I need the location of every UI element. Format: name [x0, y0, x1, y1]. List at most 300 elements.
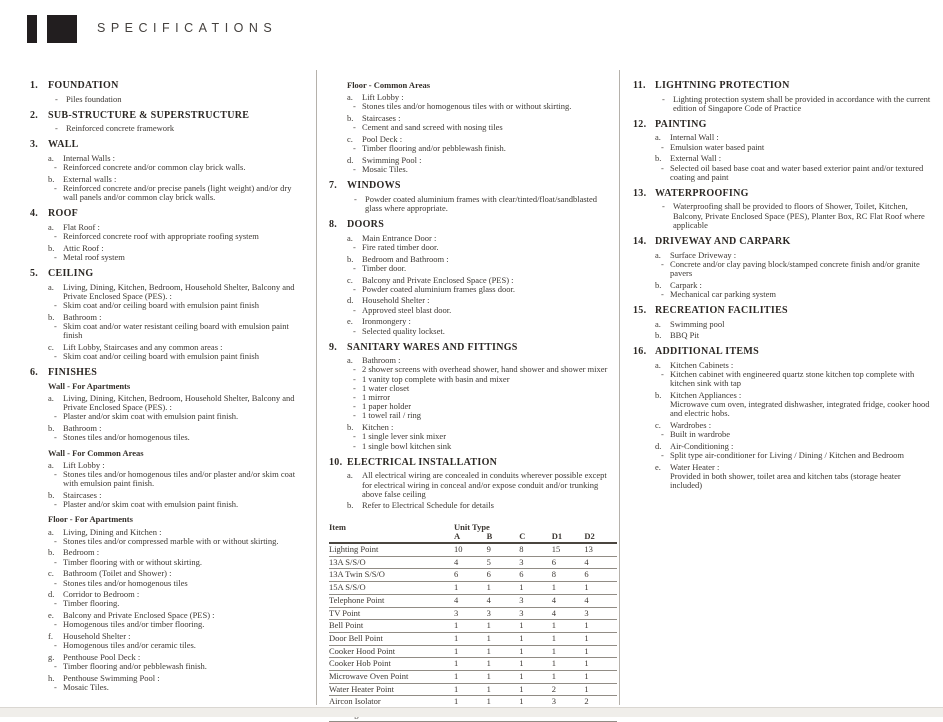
table-cell-value: 1 — [454, 645, 459, 656]
item-letter: a. — [655, 359, 661, 370]
item-label: External Wall : — [670, 153, 722, 164]
item-body — [54, 341, 308, 362]
spec-item — [54, 620, 308, 629]
spec-item — [661, 430, 933, 439]
dash-bullet: - — [353, 392, 356, 403]
item-letter: b. — [347, 422, 354, 433]
spec-item — [54, 470, 308, 488]
item-letter: b. — [655, 390, 662, 401]
section-number: 13. — [633, 187, 647, 199]
dash-bullet: - — [55, 123, 58, 134]
item-body — [353, 113, 613, 133]
table-cell-value: 4 — [551, 607, 557, 618]
section-title: SANITARY WARES AND FITTINGS — [347, 341, 518, 353]
dash-bullet: - — [54, 598, 57, 609]
table-cell-value: 4 — [584, 594, 589, 605]
lettered-item — [655, 331, 933, 340]
spec-item — [353, 102, 613, 111]
item-body — [54, 281, 308, 311]
item-label: Bedroom and Bathroom : — [362, 253, 449, 264]
lettered-item — [347, 93, 613, 111]
table-row — [329, 569, 617, 582]
item-label: Ironmongery : — [362, 316, 411, 327]
section-title: LIGHTNING PROTECTION — [655, 80, 790, 91]
electrical-schedule-table — [329, 523, 617, 722]
spec-item-text: Timber flooring with or without skirting. — [63, 556, 202, 567]
table-cell-value: 4 — [584, 556, 589, 567]
lettered-item — [48, 461, 308, 489]
table-cell-value: 3 — [551, 696, 557, 707]
section-title: DOORS — [347, 219, 385, 231]
item-letter: a. — [347, 470, 353, 481]
table-cell-item: Lighting Point — [329, 544, 379, 555]
item-letter: a. — [48, 221, 54, 232]
table-cell-item: Cooker Hob Point — [329, 658, 391, 669]
section-content — [633, 361, 933, 491]
table-cell-value: 4 — [454, 556, 459, 567]
lettered-item — [48, 424, 308, 442]
table-cell-value: 1 — [551, 632, 557, 643]
table-cell-value: 1 — [486, 620, 491, 631]
spec-item-text: 1 vanity top complete with basin and mixer — [362, 373, 510, 384]
spec-item — [54, 558, 308, 567]
section-content — [329, 195, 613, 213]
item-text: Provided in both shower, toilet area and kitchen tabs (storage heater included) — [670, 471, 901, 491]
section-title: ELECTRICAL INSTALLATION — [347, 456, 498, 468]
lettered-item — [655, 133, 933, 151]
item-body — [54, 311, 308, 341]
spec-item — [54, 500, 308, 509]
item-label: Kitchen : — [362, 422, 394, 433]
item-body — [54, 152, 308, 173]
spec-item-text: Approved steel blast door. — [362, 304, 452, 315]
item-letter: a. — [48, 526, 54, 537]
item-letter: a. — [347, 232, 353, 243]
item-label: Bathroom : — [63, 423, 102, 434]
table-cell-value: 8 — [519, 544, 524, 555]
dash-bullet: - — [54, 535, 57, 546]
table-cell-value: 1 — [454, 632, 459, 643]
spec-item-text: Skim coat and/or ceiling board with emulsion paint finish — [63, 300, 259, 311]
section-content — [633, 202, 933, 230]
dash-bullet: - — [353, 101, 356, 112]
item-body — [353, 253, 613, 273]
item-letter: c. — [48, 341, 54, 352]
item-body — [670, 463, 933, 491]
item-letter: b. — [48, 173, 55, 184]
table-cell-item: Bell Point — [329, 620, 364, 631]
section-content — [30, 124, 308, 133]
item-body — [353, 154, 613, 175]
logo — [27, 15, 77, 43]
item-label: Pool Deck : — [362, 134, 403, 145]
dash-bullet: - — [353, 382, 356, 393]
item-label: Household Shelter : — [63, 631, 131, 642]
section-content — [633, 251, 933, 300]
lettered-item — [655, 281, 933, 299]
section-number: 15. — [633, 305, 647, 317]
item-letter: a. — [347, 92, 353, 103]
item-letter: h. — [48, 672, 55, 683]
lettered-item — [48, 611, 308, 629]
spec-item-text: Powder coated aluminium frames with clear/tinted/float/sandblasted glass where appropriate. — [365, 193, 598, 214]
table-cell-value: 6 — [454, 569, 459, 580]
item-body — [670, 391, 933, 419]
table-cell-value: 2 — [584, 696, 589, 707]
table-cell-value: 1 — [519, 658, 524, 669]
spec-item-text: Timber flooring and/or pebblewash finish. — [362, 143, 506, 154]
dash-bullet: - — [353, 122, 356, 133]
item-label: Lift Lobby : — [63, 459, 105, 470]
item-label: Attic Roof : — [63, 242, 104, 253]
item-body — [54, 610, 308, 630]
dash-bullet: - — [353, 410, 356, 421]
table-item-header: Item — [329, 521, 346, 532]
spec-item — [54, 184, 308, 202]
item-label: Kitchen Appliances : — [670, 390, 742, 401]
item-body — [353, 134, 613, 154]
lettered-item — [347, 317, 613, 335]
section-content — [633, 95, 933, 113]
table-row — [329, 684, 617, 697]
item-label: Internal Wall : — [670, 132, 719, 143]
dash-bullet: - — [54, 321, 57, 332]
spec-item-text: 1 single lever sink mixer — [362, 431, 447, 442]
table-row — [329, 646, 617, 659]
spec-item — [55, 95, 308, 104]
table-cell-item: Door Bell Point — [329, 632, 383, 643]
spec-item — [54, 433, 308, 442]
table-header-row — [329, 523, 617, 532]
item-label: Balcony and Private Enclosed Space (PES) : — [362, 274, 514, 285]
item-body — [353, 422, 613, 451]
dash-bullet: - — [54, 183, 57, 194]
section-title: WINDOWS — [347, 180, 401, 192]
item-body — [670, 331, 933, 340]
dash-bullet: - — [353, 262, 356, 273]
lettered-item — [48, 223, 308, 241]
item-letter: b. — [655, 279, 662, 290]
dash-bullet: - — [661, 288, 664, 299]
table-row — [329, 582, 617, 595]
lettered-item — [347, 234, 613, 252]
item-letter: a. — [48, 281, 54, 292]
item-label: Main Entrance Door : — [362, 232, 437, 243]
spec-item-text: Reinforced concrete and/or common clay brick walls. — [63, 162, 246, 173]
item-label: Living, Dining and Kitchen : — [63, 526, 162, 537]
item-label: Bathroom (Toilet and Shower) : — [63, 568, 172, 579]
table-cell-value: 10 — [454, 544, 463, 555]
section-heading — [30, 269, 308, 280]
spec-item — [353, 442, 613, 451]
item-label: Corridor to Bedroom : — [63, 589, 140, 600]
table-cell-value: 1 — [486, 632, 491, 643]
table-column-header: D1 — [551, 530, 563, 541]
dash-bullet: - — [353, 304, 356, 315]
item-text: BBQ Pit — [670, 330, 700, 341]
item-body — [353, 232, 613, 252]
table-cell-value: 1 — [486, 671, 491, 682]
spec-item — [54, 322, 308, 340]
table-cell-value: 3 — [454, 607, 459, 618]
table-row — [329, 608, 617, 621]
subsection-heading: Wall - For Apartments — [48, 380, 131, 391]
section-number: 7. — [329, 180, 338, 192]
section-title: FOUNDATION — [48, 80, 119, 91]
table-cell-value: 1 — [454, 696, 459, 707]
dash-bullet: - — [353, 373, 356, 384]
spec-item-text: Built in wardrobe — [670, 429, 730, 440]
lettered-item — [347, 276, 613, 294]
table-cell-value: 1 — [584, 671, 589, 682]
lettered-item — [48, 491, 308, 509]
section-title: ROOF — [48, 208, 79, 220]
table-cell-value: 1 — [486, 582, 491, 593]
spec-item — [54, 599, 308, 608]
table-cell-value: 1 — [551, 582, 557, 593]
spec-item — [54, 537, 308, 546]
section-title: PAINTING — [655, 118, 707, 130]
spec-item — [353, 144, 613, 153]
table-cell-item: Water Heater Point — [329, 683, 394, 694]
item-letter: b. — [655, 153, 662, 164]
table-column-header: C — [519, 530, 526, 541]
section-title: WATERPROOFING — [655, 187, 749, 199]
spec-item — [661, 451, 933, 460]
table-cell-value: 1 — [551, 671, 557, 682]
table-cell-value: 3 — [519, 556, 524, 567]
spec-item — [661, 260, 933, 278]
item-body — [353, 295, 613, 315]
table-cell-value: 1 — [584, 658, 589, 669]
spec-item-text: 1 towel rail / ring — [362, 410, 422, 421]
item-body — [54, 672, 308, 693]
section-number: 6. — [30, 367, 39, 379]
spec-item-text: Homogenous tiles and/or ceramic tiles. — [63, 640, 196, 651]
item-letter: b. — [48, 489, 55, 500]
table-row — [329, 633, 617, 646]
item-body — [353, 274, 613, 294]
lettered-item — [48, 569, 308, 587]
table-cell-value: 8 — [551, 569, 557, 580]
dash-bullet: - — [54, 162, 57, 173]
item-body — [353, 92, 613, 112]
spec-columns — [0, 70, 943, 705]
table-cell-item: Telephone Point — [329, 594, 385, 605]
table-cell-value: 1 — [519, 645, 524, 656]
table-cell-item: Cooker Hood Point — [329, 645, 396, 656]
spec-item-text: Plaster and/or skim coat with emulsion paint finish. — [63, 411, 239, 422]
lettered-item — [48, 244, 308, 262]
table-cell-item: 13A S/S/O — [329, 556, 366, 567]
lettered-item — [48, 313, 308, 341]
section-content — [30, 283, 308, 362]
item-label: External walls : — [63, 173, 117, 184]
table-cell-value: 6 — [551, 556, 557, 567]
spec-item — [661, 164, 933, 182]
item-letter: a. — [655, 249, 661, 260]
item-letter: d. — [347, 154, 354, 165]
section-title: FINISHES — [48, 367, 98, 379]
item-text: Refer to Electrical Schedule for details — [362, 500, 494, 511]
item-body — [54, 526, 308, 546]
item-body — [54, 631, 308, 651]
section-content — [329, 234, 613, 336]
item-letter: d. — [655, 441, 662, 452]
section-content — [329, 356, 613, 451]
dash-bullet: - — [54, 252, 57, 263]
table-cell-item: Microwave Oven Point — [329, 671, 409, 682]
item-text: All electrical wiring are concealed in conduits wherever possible except for electrical wiring in conceal and/or expose conduit and/or trunking above false ceiling — [362, 470, 607, 499]
page-title: SPECIFICATIONS — [97, 21, 278, 36]
table-cell-value: 6 — [486, 569, 491, 580]
item-body — [661, 279, 933, 299]
spec-item-text: Split type air-conditioner for Living / Dining / Kitchen and Bedroom — [670, 450, 905, 461]
item-body — [54, 589, 308, 609]
spec-item-text: Powder coated aluminium frames glass door. — [362, 283, 515, 294]
lettered-item — [347, 156, 613, 174]
table-cell-item: TV Point — [329, 607, 361, 618]
lettered-item — [48, 154, 308, 172]
lettered-item — [48, 343, 308, 361]
spec-item-text: Fire rated timber door. — [362, 241, 439, 252]
table-column-header: B — [486, 530, 493, 541]
table-cell-value: 1 — [584, 582, 589, 593]
lettered-item — [655, 154, 933, 182]
spec-item — [353, 243, 613, 252]
dash-bullet: - — [54, 661, 57, 672]
table-cell-item: Aircon Isolator — [329, 696, 381, 707]
table-unit-header-row — [329, 532, 617, 544]
spec-item-text: Concrete and/or clay paving block/stamped concrete finish and/or granite pavers — [670, 258, 920, 278]
dash-bullet: - — [54, 231, 57, 242]
spec-item-text: Homogenous tiles and/or timber flooring. — [63, 619, 205, 630]
section-number: 3. — [30, 139, 39, 151]
spec-item-text: Mosaic Tiles. — [362, 164, 408, 175]
section-heading — [30, 81, 308, 92]
spec-item — [353, 411, 613, 420]
spec-item — [353, 327, 613, 336]
item-label: Water Heater : — [670, 461, 720, 472]
spec-item-text: Stones tiles and/or homogenous tiles and/or plaster and/or skim coat with emulsion paint finish. — [63, 468, 296, 489]
table-cell-value: 15 — [551, 544, 561, 555]
table-cell-value: 3 — [519, 607, 524, 618]
section-number: 2. — [30, 109, 39, 121]
item-letter: a. — [655, 132, 661, 143]
section-heading — [329, 181, 613, 192]
item-letter: g. — [48, 651, 55, 662]
section-content — [329, 81, 613, 174]
lettered-item — [347, 423, 613, 451]
dash-bullet: - — [54, 351, 57, 362]
lettered-item — [48, 590, 308, 608]
section-number: 9. — [329, 341, 338, 353]
spec-item-text: Waterproofing shall be provided to floors of Shower, Toilet, Kitchen, Balcony, Private Enclosed Space (PES), Planter Box, RC Flat Roof where applicable — [673, 201, 925, 230]
section-number: 8. — [329, 219, 338, 231]
item-letter: a. — [48, 152, 54, 163]
table-cell-value: 1 — [486, 696, 491, 707]
item-letter: b. — [347, 253, 354, 264]
spec-item-text: Cement and sand screed with nosing tiles — [362, 122, 503, 133]
spec-item — [54, 662, 308, 671]
dash-bullet: - — [353, 401, 356, 412]
item-body — [661, 249, 933, 279]
item-label: Bathroom : — [63, 311, 102, 322]
dash-bullet: - — [353, 283, 356, 294]
section-number: 10. — [329, 456, 343, 468]
table-cell-value: 3 — [486, 607, 491, 618]
spec-item — [661, 290, 933, 299]
spec-item — [353, 306, 613, 315]
lettered-item — [48, 175, 308, 203]
item-body — [54, 489, 308, 510]
section-content — [30, 382, 308, 692]
section-number: 16. — [633, 346, 647, 358]
section-title: CEILING — [48, 268, 94, 280]
table-row — [329, 671, 617, 684]
table-cell-value: 1 — [454, 683, 459, 694]
spec-item-text: 1 mirror — [362, 392, 391, 403]
item-body — [54, 173, 308, 203]
table-cell-value: 1 — [486, 645, 491, 656]
spec-item-text: Emulsion water based paint — [670, 141, 765, 152]
spec-item-text: Stones tiles and/or compressed marble with or without skirting. — [63, 535, 279, 546]
section-number: 1. — [30, 80, 39, 91]
dash-bullet: - — [661, 450, 664, 461]
section-heading — [329, 458, 613, 469]
dash-bullet: - — [54, 556, 57, 567]
table-cell-value: 6 — [519, 569, 524, 580]
section-number: 14. — [633, 236, 647, 248]
item-label: Living, Dining, Kitchen, Bedroom, Household Shelter, Balcony and Private Enclosed Space (PES). : — [63, 281, 295, 301]
table-cell-value: 4 — [551, 594, 557, 605]
spec-item-text: Timber flooring and/or pebblewash finish. — [63, 661, 207, 672]
section-number: 11. — [633, 80, 646, 91]
table-cell-value: 5 — [486, 556, 491, 567]
table-cell-value: 2 — [551, 683, 557, 694]
table-cell-value: 1 — [551, 645, 557, 656]
logo-bar-mark — [27, 15, 37, 43]
item-label: Internal Walls : — [63, 152, 116, 163]
section-heading — [30, 140, 308, 151]
dash-bullet: - — [54, 499, 57, 510]
section-number: 4. — [30, 208, 39, 220]
item-label: Living, Dining, Kitchen, Bedroom, Household Shelter, Balcony and Private Enclosed Space (PES). : — [63, 393, 295, 413]
item-label: Bedroom : — [63, 547, 100, 558]
item-body — [54, 393, 308, 422]
spec-item — [662, 202, 933, 230]
spec-item-text: Stones tiles and/or homogenous tiles with or without skirting. — [362, 101, 572, 112]
table-row — [329, 557, 617, 570]
item-letter: c. — [48, 568, 54, 579]
spec-item — [54, 352, 308, 361]
section-heading — [30, 209, 308, 220]
spec-item-text: Mosaic Tiles. — [63, 682, 109, 693]
lettered-item — [48, 528, 308, 546]
lettered-item — [655, 391, 933, 419]
item-label: Lift Lobby : — [362, 92, 404, 103]
spec-item-text: Lighting protection system shall be provided in accordance with the current edition of Singapore Code of Practice — [673, 93, 931, 113]
table-cell-value: 1 — [519, 620, 524, 631]
item-letter: c. — [347, 274, 353, 285]
item-letter: b. — [48, 311, 55, 322]
section-number: 12. — [633, 118, 647, 130]
spec-item — [54, 301, 308, 310]
spec-item — [354, 195, 613, 213]
dash-bullet: - — [662, 201, 665, 212]
spec-item — [54, 579, 308, 588]
table-cell-value: 6 — [584, 569, 589, 580]
